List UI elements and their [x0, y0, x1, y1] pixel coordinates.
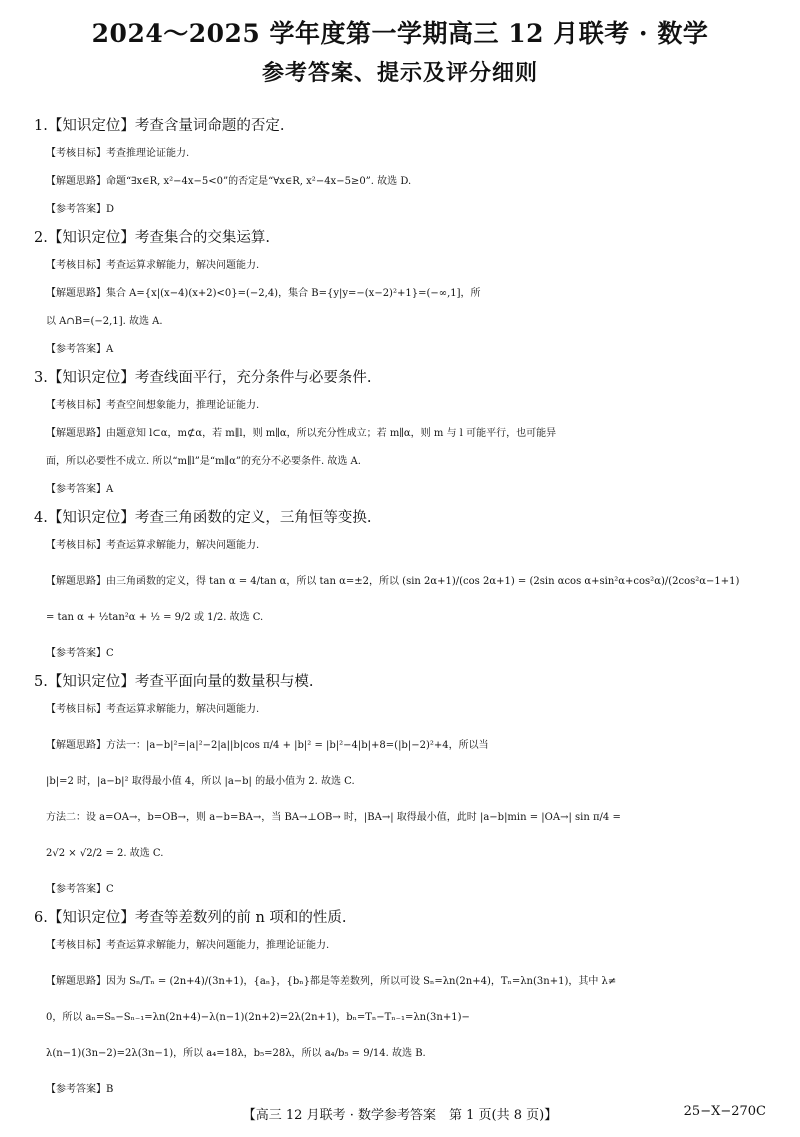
- q6-line-5: λ(n−1)(3n−2)=2λ(3n−1)，所以 a₄=18λ，b₅=28λ，所以 a₄/b₅ = 9/14. 故选 B.: [46, 1048, 426, 1059]
- footer-code: 25−X−270C: [683, 1104, 766, 1119]
- question-2: [34, 228, 772, 360]
- q4-line-5: 【参考答案】C: [46, 648, 114, 659]
- q3-line-5: 【参考答案】A: [46, 484, 114, 495]
- answer-content: [34, 116, 772, 1108]
- question-3: [34, 368, 772, 500]
- q6-line-4: 0，所以 aₙ=Sₙ−Sₙ₋₁=λn(2n+4)−λ(n−1)(2n+2)=2λ(2n+1)，bₙ=Tₙ−Tₙ₋₁=λn(3n+1)−: [46, 1012, 470, 1023]
- q3-line-1: 3.【知识定位】考查线面平行，充分条件与必要条件.: [34, 370, 372, 386]
- q3-line-3: 【解题思路】由题意知 l⊂α，m⊄α，若 m∥l，则 m∥α，所以充分性成立；若 m∥α，则 m 与 l 可能平行，也可能异: [46, 428, 557, 439]
- q5-line-1: 5.【知识定位】考查平面向量的数量积与模.: [34, 674, 314, 690]
- q2-line-2: 【考核目标】考查运算求解能力，解决问题能力.: [46, 260, 260, 271]
- q4-line-3: 【解题思路】由三角函数的定义，得 tan α = 4/tan α，所以 tan α=±2，所以 (sin 2α+1)/(cos 2α+1) = (2sin αcos α+sin²α+cos²α)/(2cos²α−1+1): [46, 576, 740, 587]
- q4-line-4: = tan α + ½tan²α + ½ = 9/2 或 1/2. 故选 C.: [46, 612, 264, 623]
- question-6: [34, 908, 772, 1100]
- q5-line-3: 【解题思路】方法一：|a−b|²=|a|²−2|a||b|cos π/4 + |b|² = |b|²−4|b|+8=(|b|−2)²+4，所以当: [46, 740, 489, 751]
- q5-line-6: 2√2 × √2/2 = 2. 故选 C.: [46, 848, 164, 859]
- q6-line-3: 【解题思路】因为 Sₙ/Tₙ = (2n+4)/(3n+1)，{aₙ}，{bₙ}都是等差数列，所以可设 Sₙ=λn(2n+4)，Tₙ=λn(3n+1)，其中 λ≠: [46, 976, 617, 987]
- q4-line-2: 【考核目标】考查运算求解能力，解决问题能力.: [46, 540, 260, 551]
- q6-line-1: 6.【知识定位】考查等差数列的前 n 项和的性质.: [34, 910, 347, 926]
- q5-line-4: |b|=2 时，|a−b|² 取得最小值 4，所以 |a−b| 的最小值为 2. 故选 C.: [46, 776, 355, 787]
- q5-line-5: 方法二：设 a=OA→，b=OB→，则 a−b=BA→，当 BA→⊥OB→ 时，|BA→| 取得最小值，此时 |a−b|min = |OA→| sin π/4 =: [46, 812, 621, 823]
- q2-line-3: 【解题思路】集合 A={x|(x−4)(x+2)<0}=(−2,4)，集合 B={y|y=−(x−2)²+1}=(−∞,1]，所: [46, 288, 481, 299]
- q5-line-7: 【参考答案】C: [46, 884, 114, 895]
- q1-line-3: 【解题思路】命题“∃x∈R, x²−4x−5<0”的否定是“∀x∈R, x²−4x−5≥0”. 故选 D.: [46, 176, 412, 187]
- q1-line-4: 【参考答案】D: [46, 204, 115, 215]
- q2-line-1: 2.【知识定位】考查集合的交集运算.: [34, 230, 270, 246]
- q5-line-2: 【考核目标】考查运算求解能力，解决问题能力.: [46, 704, 260, 715]
- q3-line-4: 面，所以必要性不成立. 所以“m∥l”是“m∥α”的充分不必要条件. 故选 A.: [46, 456, 361, 467]
- q3-line-2: 【考核目标】考查空间想象能力，推理论证能力.: [46, 400, 260, 411]
- page-subtitle: 参考答案、提示及评分细则: [261, 60, 538, 86]
- question-1: [34, 116, 772, 220]
- q6-line-2: 【考核目标】考查运算求解能力，解决问题能力，推理论证能力.: [46, 940, 330, 951]
- q1-line-1: 1.【知识定位】考查含量词命题的否定.: [34, 118, 285, 134]
- q1-line-2: 【考核目标】考查推理论证能力.: [46, 148, 190, 159]
- question-5: [34, 672, 772, 900]
- footer-page-info: 【高三 12 月联考 · 数学参考答案 第 1 页(共 8 页)】: [242, 1108, 558, 1123]
- q4-line-1: 4.【知识定位】考查三角函数的定义，三角恒等变换.: [34, 510, 372, 526]
- q2-line-5: 【参考答案】A: [46, 344, 114, 355]
- question-4: [34, 508, 772, 664]
- q2-line-4: 以 A∩B=(−2,1]. 故选 A.: [46, 316, 163, 327]
- q6-line-6: 【参考答案】B: [46, 1084, 114, 1095]
- page-title: 2024～2025 学年度第一学期高三 12 月联考 · 数学: [91, 19, 709, 48]
